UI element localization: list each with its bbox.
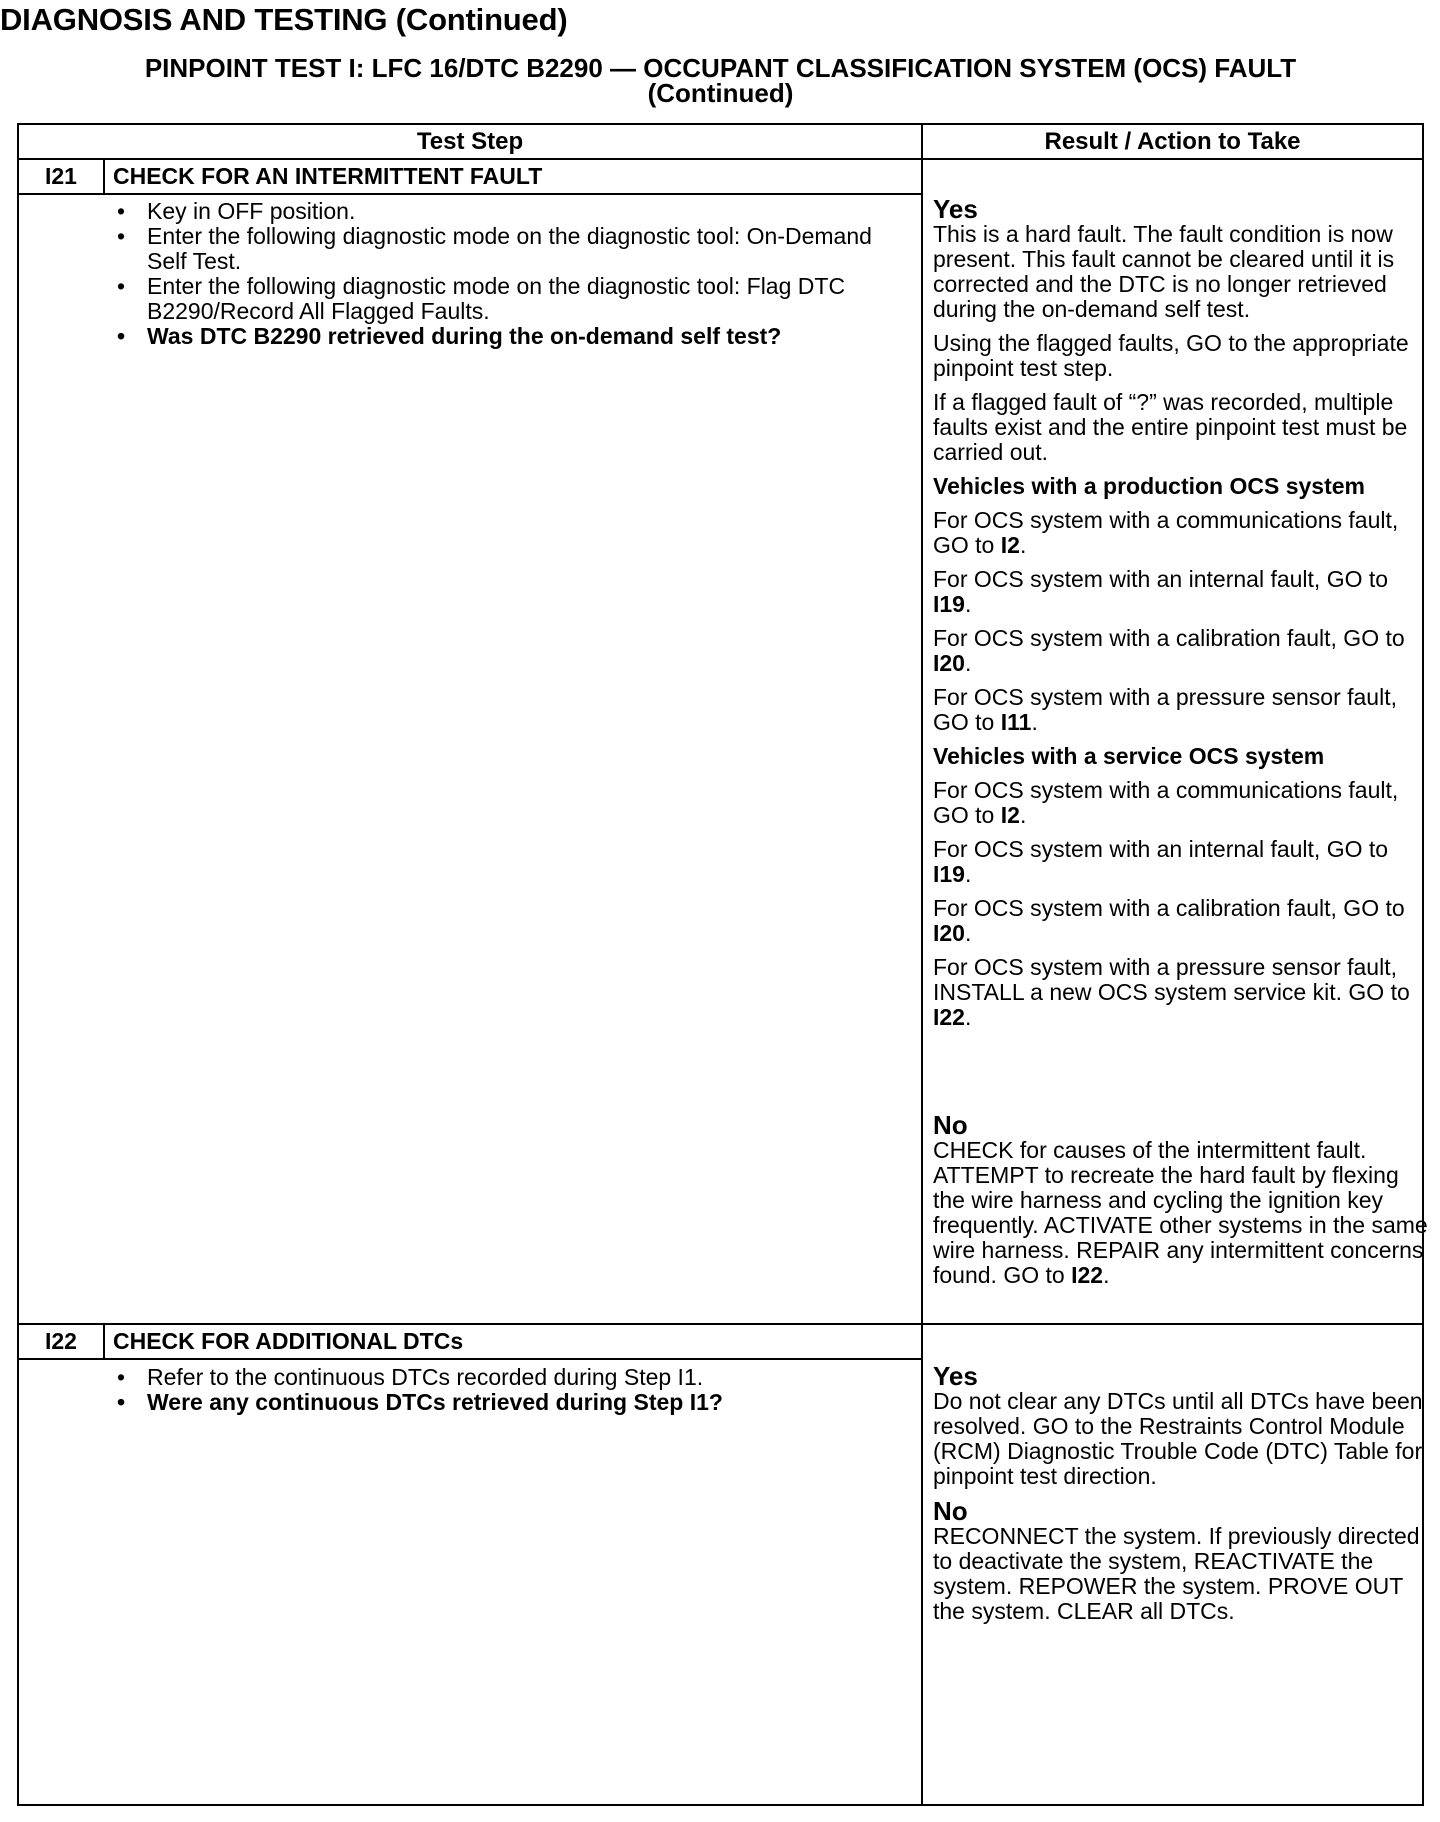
result-i21-yes [933, 196, 1431, 1039]
action-item: • Enter the following diagnostic mode on the diagnostic tool: On-Demand Self Test. [103, 224, 903, 274]
page-title: DIAGNOSIS AND TESTING (Continued) [0, 2, 568, 37]
action-item: • Refer to the continuous DTCs recorded during Step I1. [103, 1365, 903, 1390]
pinpoint-test-table [17, 123, 1428, 1806]
test-title-line2: (Continued) [647, 78, 794, 108]
action-item: • Key in OFF position. [103, 199, 903, 224]
question-item: • Was DTC B2290 retrieved during the on-demand self test? [103, 324, 903, 349]
pinpoint-test-title [17, 53, 1424, 108]
go-to-step-link: I19 [933, 861, 965, 887]
result-i21-no [933, 1112, 1431, 1297]
go-to-step-link: I22 [1071, 1262, 1104, 1288]
result-text: For OCS system with a communications fault, GO to I2. [933, 777, 1399, 828]
header-result: Result / Action to Take [1044, 128, 1301, 155]
yes-label: Yes [933, 1361, 978, 1391]
title-divider-i22 [19, 1358, 921, 1360]
production-heading: Vehicles with a production OCS system [933, 473, 1366, 499]
result-text: This is a hard fault. The fault condition is now present. This fault cannot be cleared until it is corrected and the DTC is no longer retrieved during the on-demand self test. [933, 221, 1395, 322]
test-title-line1: PINPOINT TEST I: LFC 16/DTC B2290 — OCCUPANT CLASSIFICATION SYSTEM (OCS) FAULT [144, 53, 1297, 83]
header-divider [19, 158, 1422, 160]
result-text: For OCS system with a pressure sensor fault, INSTALL a new OCS system service kit. GO to I22. [933, 954, 1410, 1030]
go-to-step-link: I22 [933, 1004, 965, 1030]
step-actions [103, 1365, 903, 1415]
go-to-step-link: I2 [1000, 802, 1020, 828]
go-to-step-link: I20 [933, 650, 965, 676]
no-label: No [933, 1496, 968, 1526]
id-divider-i21 [103, 158, 105, 194]
result-text: CHECK for causes of the intermittent fault. ATTEMPT to recreate the hard fault by flexing the wire harness and cycling the ignition key frequently. ACTIVATE other systems in the same wire harness. REPAIR any intermittent concerns found. GO to I22. [933, 1137, 1428, 1288]
step-title: CHECK FOR ADDITIONAL DTCs [113, 1328, 464, 1354]
step-title: CHECK FOR AN INTERMITTENT FAULT [113, 163, 543, 189]
result-text: For OCS system with a calibration fault, GO to I20. [933, 625, 1405, 676]
id-divider-i22 [103, 1323, 105, 1359]
column-divider [921, 125, 923, 1804]
header-test-step: Test Step [416, 128, 524, 155]
yes-label: Yes [933, 194, 978, 224]
step-id: I22 [45, 1328, 77, 1354]
row-divider [19, 1323, 1422, 1325]
result-text: If a flagged fault of “?” was recorded, multiple faults exist and the entire pinpoint test must be carried out. [933, 389, 1408, 465]
go-to-step-link: I20 [933, 920, 965, 946]
no-label: No [933, 1110, 968, 1140]
question-item: • Were any continuous DTCs retrieved during Step I1? [103, 1390, 903, 1415]
result-text: For OCS system with an internal fault, GO to I19. [933, 566, 1389, 617]
go-to-step-link: I2 [1000, 532, 1020, 558]
result-text: For OCS system with a calibration fault, GO to I20. [933, 895, 1405, 946]
result-text: For OCS system with a communications fault, GO to I2. [933, 507, 1399, 558]
go-to-step-link: I19 [933, 591, 965, 617]
result-i22-yes [933, 1363, 1431, 1633]
result-text: Do not clear any DTCs until all DTCs have been resolved. GO to the Restraints Control Module (RCM) Diagnostic Trouble Code (DTC) Table for pinpoint test direction. [933, 1388, 1423, 1489]
result-text: Using the flagged faults, GO to the appropriate pinpoint test step. [933, 330, 1409, 381]
title-divider-i21 [19, 193, 921, 195]
action-item: • Enter the following diagnostic mode on the diagnostic tool: Flag DTC B2290/Record All Flagged Faults. [103, 274, 903, 324]
step-actions [103, 199, 903, 349]
result-text: For OCS system with a pressure sensor fault, GO to I11. [933, 684, 1397, 735]
service-heading: Vehicles with a service OCS system [933, 743, 1325, 769]
go-to-step-link: I11 [1000, 709, 1032, 735]
result-text: RECONNECT the system. If previously directed to deactivate the system, REACTIVATE the system. REPOWER the system. PROVE OUT the system. CLEAR all DTCs. [933, 1523, 1420, 1624]
step-id: I21 [45, 163, 77, 189]
result-text: For OCS system with an internal fault, GO to I19. [933, 836, 1389, 887]
